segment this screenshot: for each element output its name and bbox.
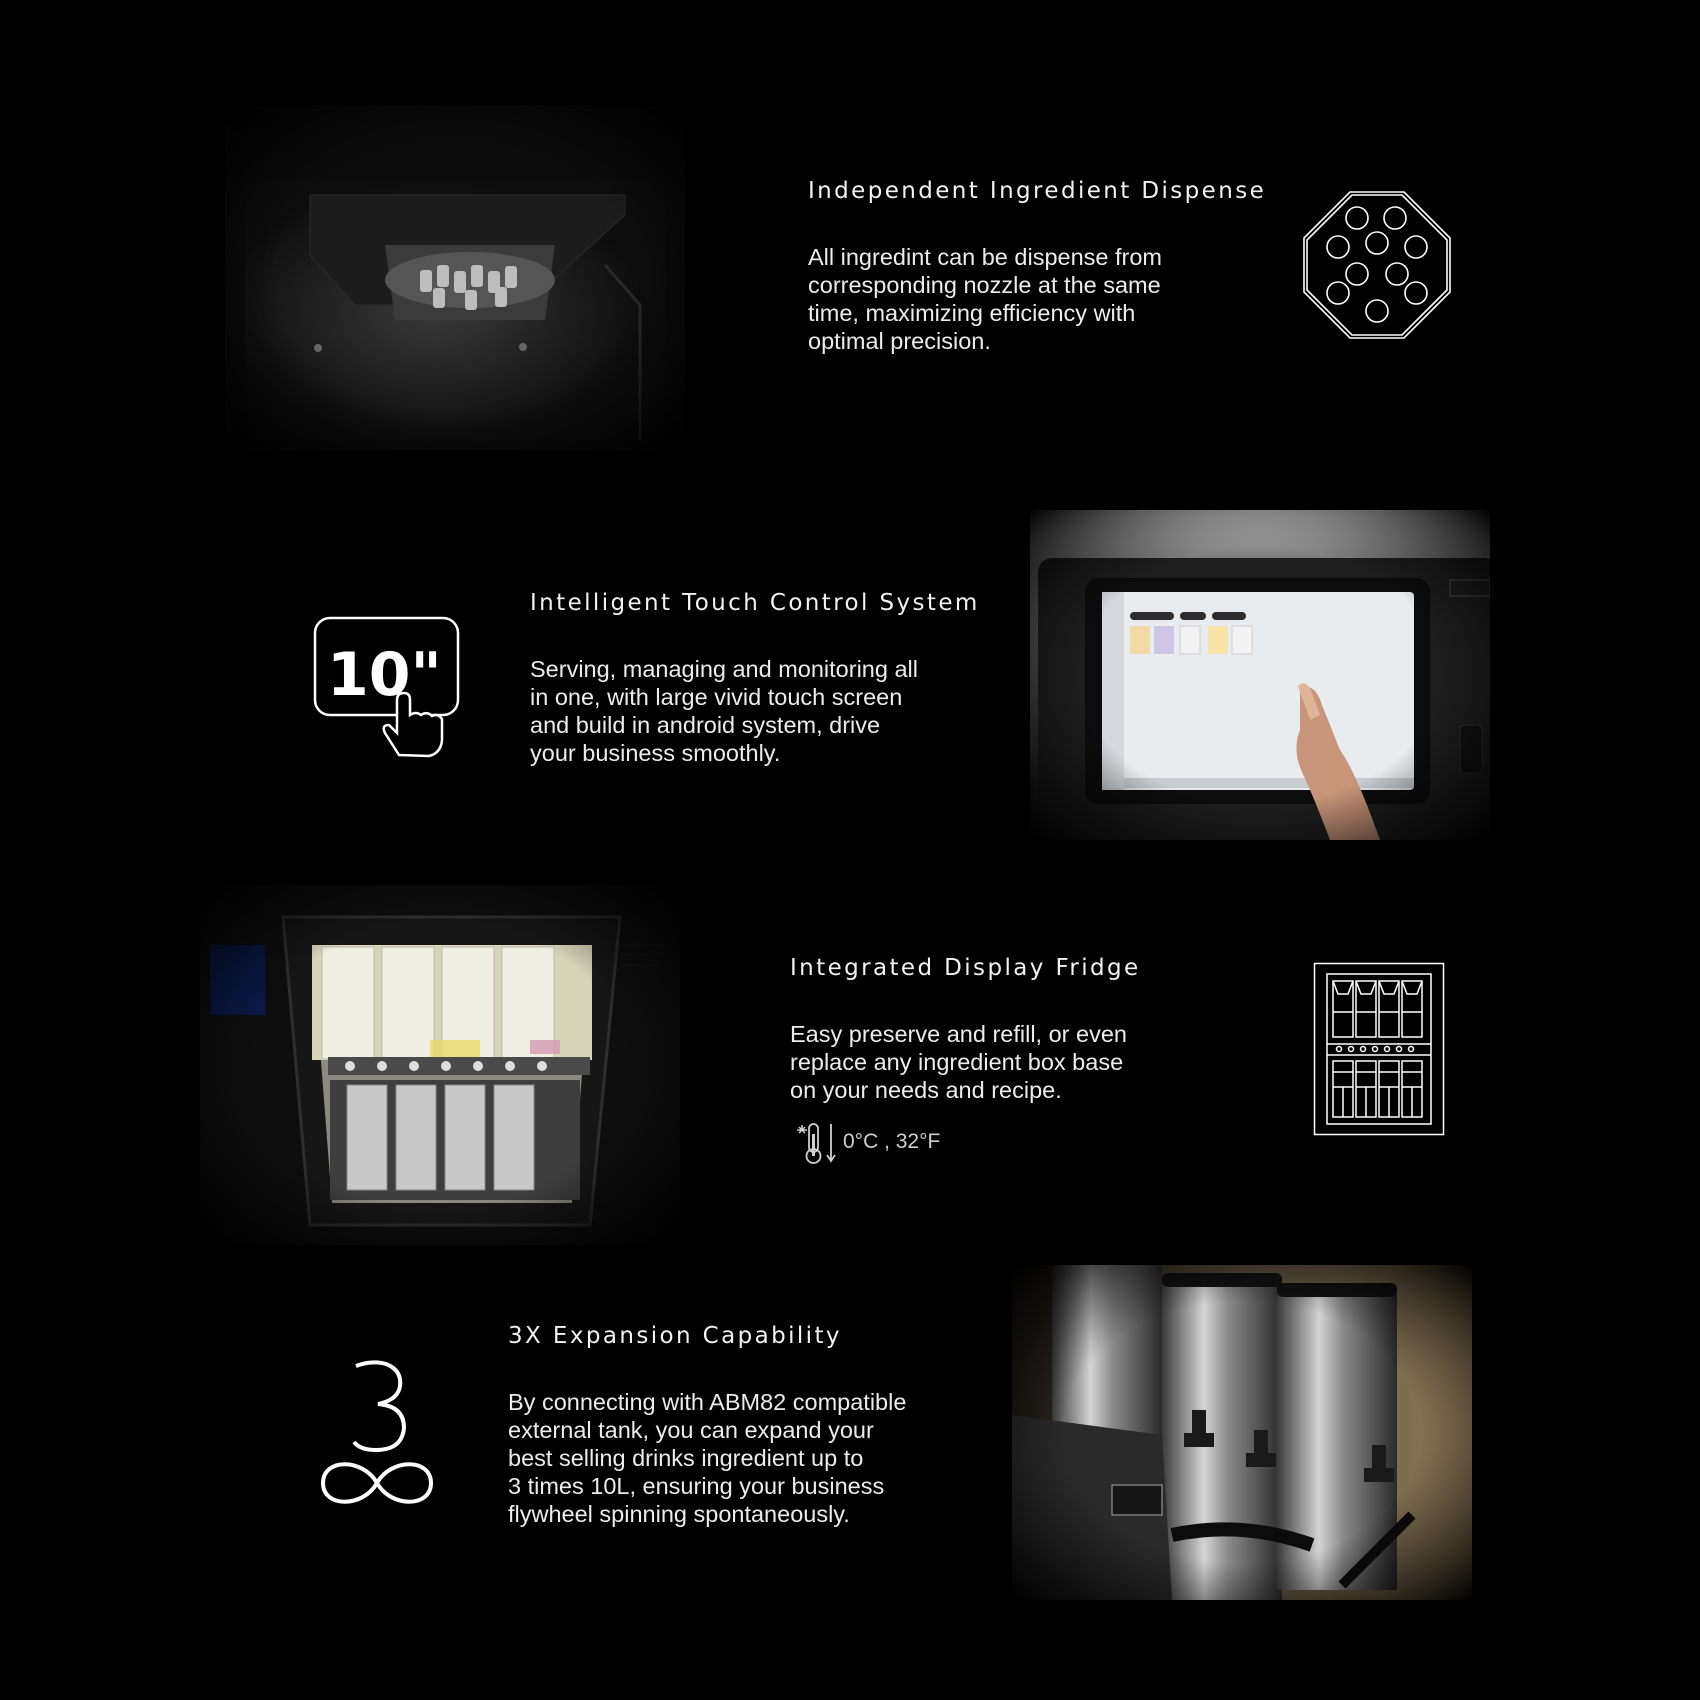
temperature-label: 0°C , 32°F xyxy=(843,1130,941,1153)
feature-title-touch-control: Intelligent Touch Control System xyxy=(530,590,980,616)
fridge-icon xyxy=(1313,962,1445,1136)
description-line: in one, with large vivid touch screen xyxy=(530,684,903,710)
external-tanks-photo xyxy=(1012,1265,1472,1600)
three-infinity-icon xyxy=(318,1360,436,1510)
feature-title-fridge: Integrated Display Fridge xyxy=(790,955,1141,981)
description-line: time, maximizing efficiency with xyxy=(808,300,1136,326)
feature-description-touch-control xyxy=(530,655,918,767)
description-line: flywheel spinning spontaneously. xyxy=(508,1501,850,1527)
description-line: external tank, you can expand your xyxy=(508,1417,874,1443)
description-line: optimal precision. xyxy=(808,328,991,354)
feature-description-fridge xyxy=(790,1020,1127,1104)
description-line: and build in android system, drive xyxy=(530,712,881,738)
description-line: 3 times 10L, ensuring your business xyxy=(508,1473,885,1499)
thermometer-icon xyxy=(792,1120,840,1166)
feature-description-expansion xyxy=(508,1388,906,1528)
description-line: Easy preserve and refill, or even xyxy=(790,1021,1127,1047)
description-line: replace any ingredient box base xyxy=(790,1049,1124,1075)
screen-size-label: 10" xyxy=(327,640,442,710)
description-line: Serving, managing and monitoring all xyxy=(530,656,918,682)
feature-description-dispense xyxy=(808,243,1162,355)
dispense-nozzles-photo xyxy=(225,105,685,450)
description-line: best selling drinks ingredient up to xyxy=(508,1445,864,1471)
description-line: on your needs and recipe. xyxy=(790,1077,1062,1103)
description-line: By connecting with ABM82 compatible xyxy=(508,1389,907,1415)
description-line: corresponding nozzle at the same xyxy=(808,272,1161,298)
display-fridge-photo xyxy=(200,885,680,1245)
nozzle-cluster-icon xyxy=(1302,190,1452,340)
description-line: your business smoothly. xyxy=(530,740,781,766)
feature-title-expansion: 3X Expansion Capability xyxy=(508,1323,842,1349)
touch-screen-10-inch-icon xyxy=(313,615,463,760)
feature-title-dispense: Independent Ingredient Dispense xyxy=(808,178,1267,204)
description-line: All ingredint can be dispense from xyxy=(808,244,1163,270)
touch-screen-photo xyxy=(1030,510,1490,840)
